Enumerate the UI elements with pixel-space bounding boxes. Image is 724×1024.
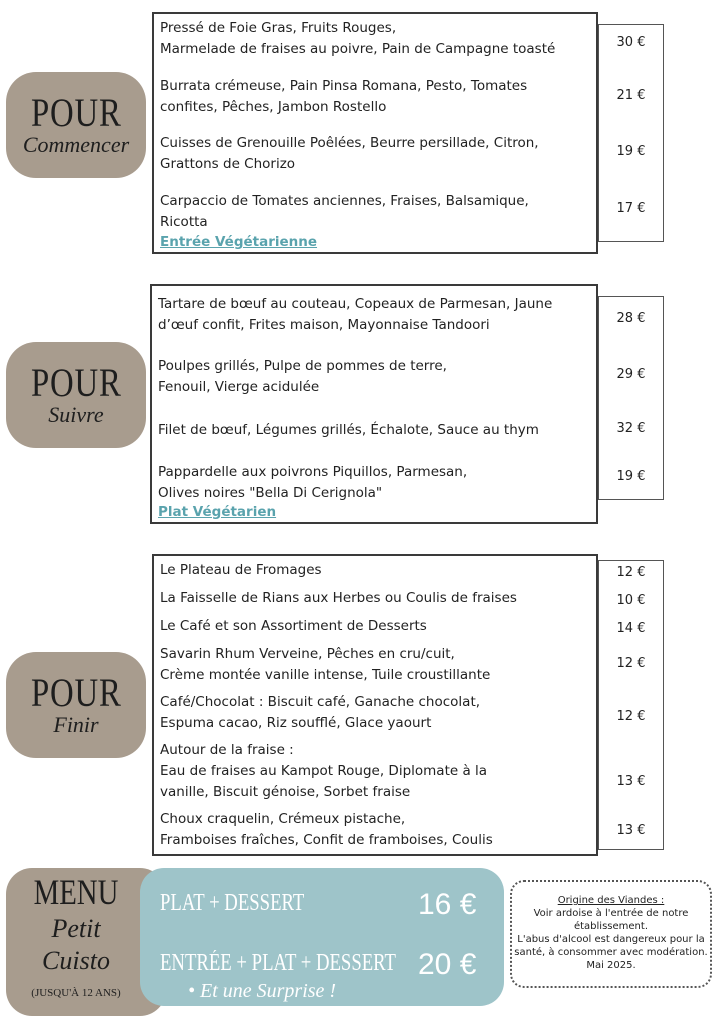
price: 30 € [616, 35, 646, 50]
menu-item: Tartare de bœuf au couteau, Copeaux de Parmesan, Jaune d’œuf confit, Frites maison, Mayonnaise Tandoori [158, 296, 553, 333]
vegetarian-starter-link[interactable]: Entrée Végétarienne [160, 234, 318, 250]
starters-price-column [598, 24, 664, 242]
price: 17 € [616, 201, 646, 216]
kids-offer-price: 20 € [418, 948, 477, 981]
desserts-menu-box [152, 554, 598, 856]
price: 29 € [616, 367, 646, 382]
section-subheading: Commencer [22, 132, 130, 157]
price: 10 € [616, 593, 646, 608]
price: 21 € [616, 88, 646, 103]
section-heading: POUR [30, 90, 122, 135]
vegetarian-main-link[interactable]: Plat Végétarien [158, 504, 277, 520]
price: 12 € [616, 656, 646, 671]
kids-offer-label: ENTRÉE + PLAT + DESSERT [160, 950, 396, 976]
menu-item: Choux craquelin, Crémeux pistache, Framboises fraîches, Confit de framboises, Coulis [160, 811, 493, 848]
section-subheading: Suivre [48, 402, 104, 427]
mains-menu-box [150, 284, 598, 524]
kids-offer-price: 16 € [418, 888, 477, 921]
kids-offer-label: PLAT + DESSERT [160, 890, 305, 916]
price: 32 € [616, 421, 646, 436]
price: 19 € [616, 469, 646, 484]
price: 12 € [616, 709, 646, 724]
kids-menu-subtitle: Cuisto [42, 946, 110, 975]
kids-menu-subtitle: Petit [51, 914, 101, 943]
meat-origin-note [510, 880, 712, 988]
section-label-mains [6, 342, 146, 448]
price: 13 € [616, 823, 646, 838]
kids-surprise: • Et une Surprise ! [188, 980, 337, 1002]
menu-item: Savarin Rhum Verveine, Pêches en cru/cuit, Crème montée vanille intense, Tuile croustillante [160, 646, 491, 683]
price: 28 € [616, 311, 646, 326]
section-subheading: Finir [53, 712, 99, 737]
menu-item: La Faisselle de Rians aux Herbes ou Coulis de fraises [160, 590, 517, 606]
menu-item: Le Café et son Assortiment de Desserts [160, 618, 427, 634]
starters-menu-box [152, 12, 598, 254]
price: 14 € [616, 621, 646, 636]
section-heading: POUR [30, 670, 122, 715]
desserts-price-column [598, 560, 664, 850]
kids-menu-title: MENU [33, 872, 119, 912]
note-line: Mai 2025. [586, 960, 636, 971]
note-line: Voir ardoise à l'entrée de notre [533, 908, 689, 919]
note-line: L'abus d'alcool est dangereux pour la [517, 934, 705, 945]
menu-item: Autour de la fraise : Eau de fraises au Kampot Rouge, Diplomate à la vanille, Biscuit génoise, Sorbet fraise [160, 742, 488, 800]
note-title: Origine des Viandes : [557, 895, 665, 906]
section-label-starters [6, 72, 146, 178]
menu-item: Pappardelle aux poivrons Piquillos, Parmesan, Olives noires "Bella Di Cerignola" [158, 464, 468, 501]
section-label-desserts [6, 652, 146, 758]
mains-price-column [598, 296, 664, 500]
menu-item: Poulpes grillés, Pulpe de pommes de terre, Fenouil, Vierge acidulée [158, 358, 447, 395]
menu-item: Cuisses de Grenouille Poêlées, Beurre persillade, Citron, Grattons de Chorizo [160, 135, 539, 172]
menu-item: Filet de bœuf, Légumes grillés, Échalote, Sauce au thym [158, 422, 539, 438]
menu-item: Carpaccio de Tomates anciennes, Fraises, Balsamique, Ricotta [160, 193, 529, 230]
section-heading: POUR [30, 360, 122, 405]
price: 13 € [616, 774, 646, 789]
menu-item: Burrata crémeuse, Pain Pinsa Romana, Pesto, Tomates confites, Pêches, Jambon Rostello [160, 78, 528, 115]
menu-item: Pressé de Foie Gras, Fruits Rouges, Marmelade de fraises au poivre, Pain de Campagne toasté [160, 20, 556, 57]
kids-menu-age: (JUSQU'À 12 ANS) [31, 987, 121, 999]
note-line: établissement. [573, 921, 648, 932]
price: 12 € [616, 565, 646, 580]
price: 19 € [616, 144, 646, 159]
note-line: santé, à consommer avec modération. [514, 947, 708, 958]
menu-item: Café/Chocolat : Biscuit café, Ganache chocolat, Espuma cacao, Riz soufflé, Glace yaourt [160, 694, 481, 731]
menu-item: Le Plateau de Fromages [160, 562, 322, 578]
